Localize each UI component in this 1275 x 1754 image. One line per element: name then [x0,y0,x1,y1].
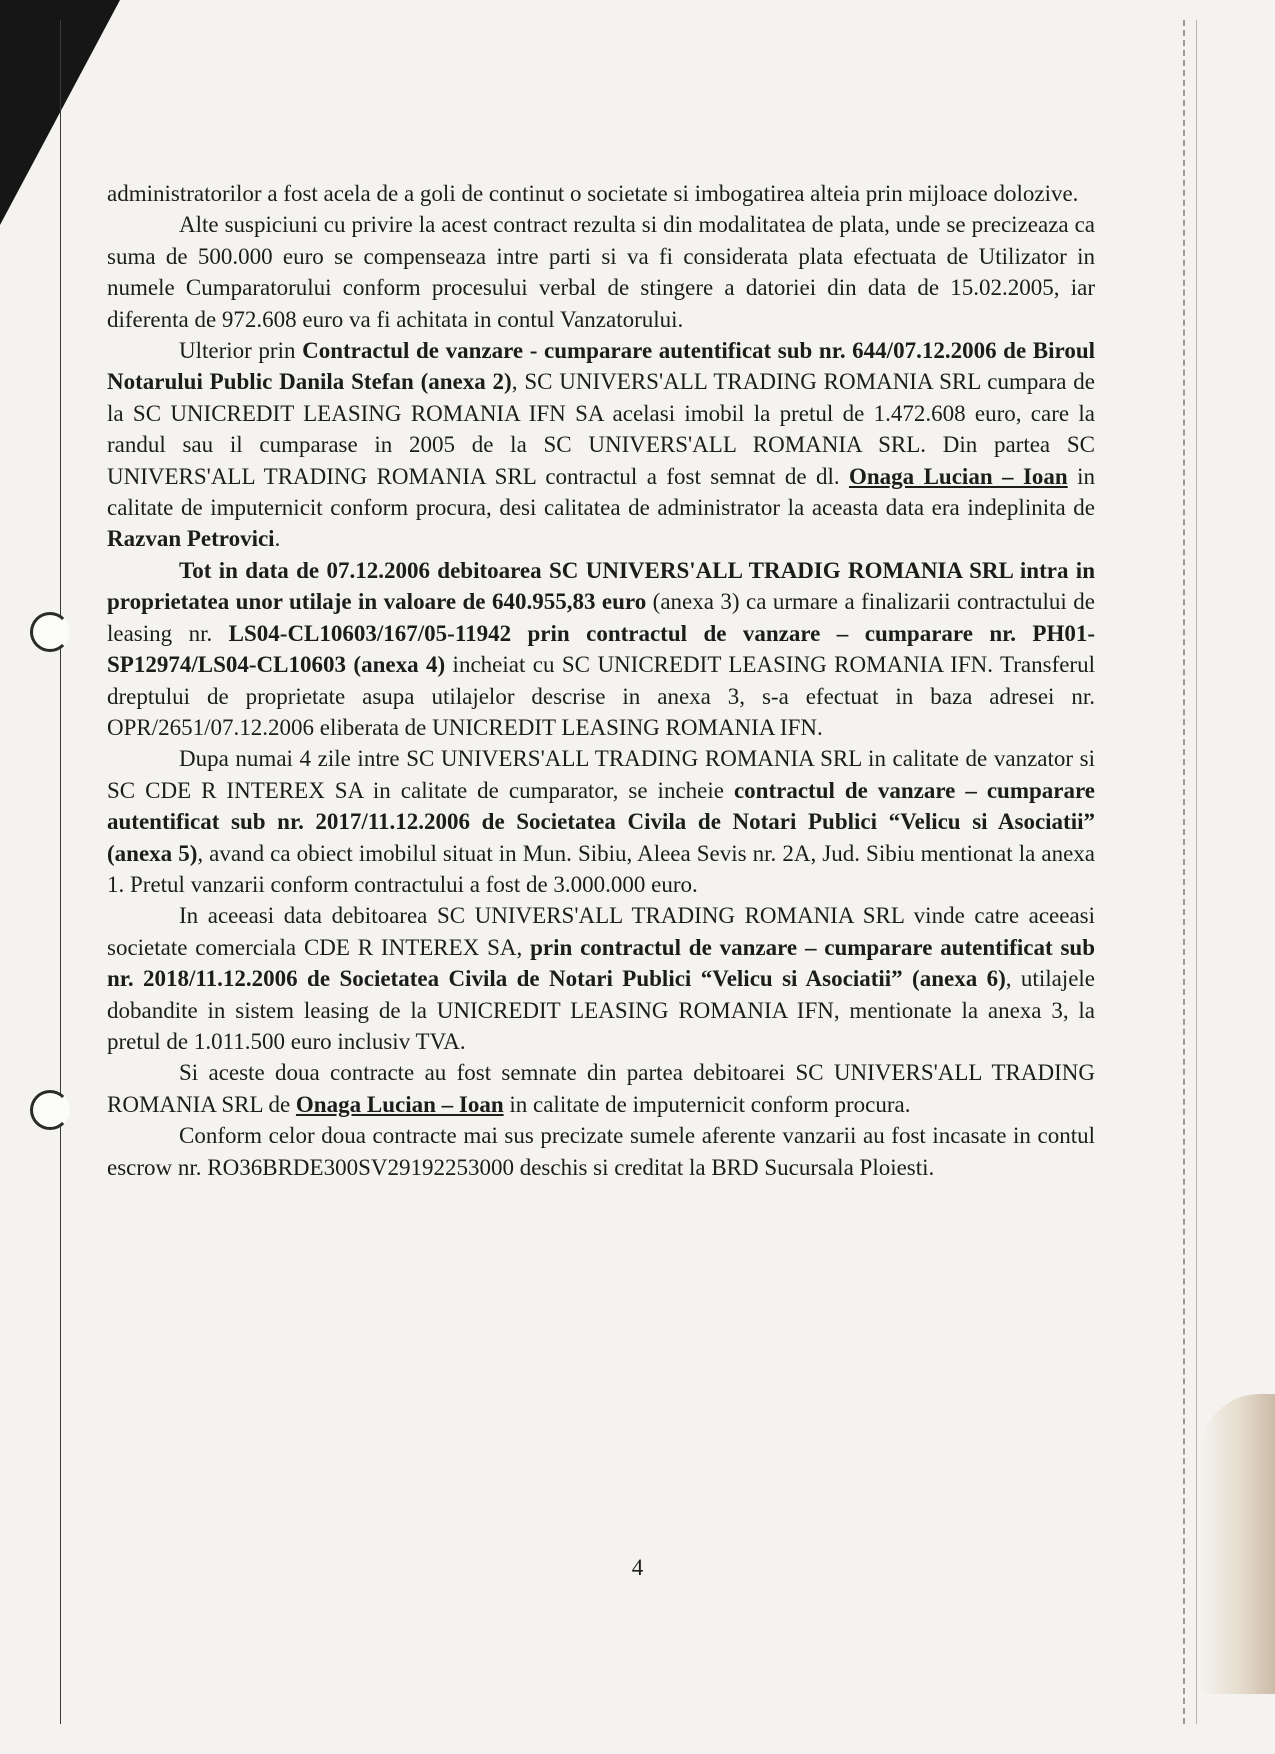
text-run: incheiat cu SC UNICREDIT LEASING ROMANIA IFN. Transferul dreptului de proprietate asupa utilajelor descrise in anexa 3, s-a efectuat in baza adresei nr. OPR/2651/07.12.2006 eliberata de UNICREDIT LEASING ROMANIA IFN. [107,652,1095,740]
text-run: Dupa numai 4 zile intre SC UNIVERS'ALL TRADING ROMANIA SRL in calitate de vanzator si SC CDE R INTEREX SA in calitate de cumparator, se incheie [107,746,1095,803]
text-run-bold: Razvan Petrovici [107,526,275,552]
right-margin-line [1183,20,1185,1724]
document-body [107,178,1095,1183]
paper-stain [1200,1394,1275,1694]
text-run: In aceeasi data debitoarea SC UNIVERS'ALL TRADING ROMANIA SRL vinde catre aceeasi societate comerciala CDE R INTEREX SA, [107,903,1095,960]
text-run: Ulterior prin [179,338,303,364]
text-run: Conform celor doua contracte mai sus precizate sumele aferente vanzarii au fost incasate in contul escrow nr. RO36BRDE300SV29192253000 deschis si creditat la BRD Sucursala Ploiesti. [107,1123,1095,1180]
text-run-bold: Tot in data de 07.12.2006 debitoarea SC UNIVERS'ALL TRADIG ROMANIA SRL intra in proprietatea unor utilaje in valoare de 640.955,83 euro [107,557,1095,615]
text-run: administratorilor a fost acela de a goli de continut o societate si imbogatirea alteia prin mijloace dolozive. [107,181,1079,206]
paragraph [107,335,1095,555]
text-run-bold-underline: Onaga Lucian – Ioan [849,463,1068,489]
text-run: (anexa 3) ca urmare a finalizarii contractului de leasing nr. [107,589,1095,646]
paragraph [107,900,1095,1057]
paragraph [107,178,1095,209]
text-run: , SC UNIVERS'ALL TRADING ROMANIA SRL cumpara de la SC UNICREDIT LEASING ROMANIA IFN SA acelasi imobil la pretul de 1.472.608 euro, care la randul sau il cumparase in 2005 de la SC UNIVERS'ALL ROMANIA SRL. Din partea SC UNIVERS'ALL TRADING ROMANIA SRL contractul a fost semnat de dl. [107,369,1095,489]
text-run-bold: prin contractul de vanzare – cumparare autentificat sub nr. 2018/11.12.2006 de Societatea Civila de Notari Publici “Velicu si Asociatii” (anexa 6) [107,934,1095,992]
text-run: . [274,526,281,552]
punch-hole-top [30,612,70,652]
text-run-bold: contractul de vanzare – cumparare autentificat sub nr. 2017/11.12.2006 de Societatea Civila de Notari Publici “Velicu si Asociatii” (anexa 5) [107,777,1095,866]
paragraph [107,555,1095,743]
text-run: in calitate de imputernicit conform procura, desi calitatea de administrator la aceasta data era indeplinita de [107,463,1096,521]
paragraph [107,743,1095,900]
text-run-bold: (anexa 4) [353,652,446,678]
paragraph [107,209,1095,335]
paragraph [107,1120,1095,1183]
paragraph [107,1057,1095,1120]
punch-hole-bottom [30,1090,70,1130]
text-run-bold: LS04-CL10603/167/05-11942 prin contractul de vanzare – cumparare nr. PH01-SP12974/LS04-CL10603 [107,620,1095,678]
text-run: , avand ca obiect imobilul situat in Mun. Sibiu, Aleea Sevis nr. 2A, Jud. Sibiu mentionat la anexa 1. Pretul vanzarii conform contractului a fost de 3.000.000 euro. [107,840,1095,897]
text-run: Alte suspiciuni cu privire la acest contract rezulta si din modalitatea de plata, unde se precizeaza ca suma de 500.000 euro se compenseaza intre parti si va fi considerata plata efectuata de Utilizator in numele Cumparatorului conform procesului verbal de stingere a datoriei din data de 15.02.2005, iar diferenta de 972.608 euro va fi achitata in contul Vanzatorului. [107,212,1095,332]
text-run: Si aceste doua contracte au fost semnate din partea debitoarei SC UNIVERS'ALL TRADING ROMANIA SRL de [107,1060,1095,1117]
text-run: , utilajele dobandite in sistem leasing de la UNICREDIT LEASING ROMANIA IFN, mentionate la anexa 3, la pretul de 1.011.500 euro inclusiv TVA. [107,966,1096,1054]
page-number: 4 [631,1555,644,1580]
text-run-bold: Contractul de vanzare - cumparare autentificat sub nr. 644/07.12.2006 de Biroul Notarului Public Danila Stefan (anexa 2) [107,338,1095,395]
left-margin-line [60,20,61,1724]
right-edge-line [1196,20,1197,1724]
text-run-bold-underline: Onaga Lucian – Ioan [295,1091,504,1117]
text-run: in calitate de imputernicit conform procura. [503,1091,911,1117]
